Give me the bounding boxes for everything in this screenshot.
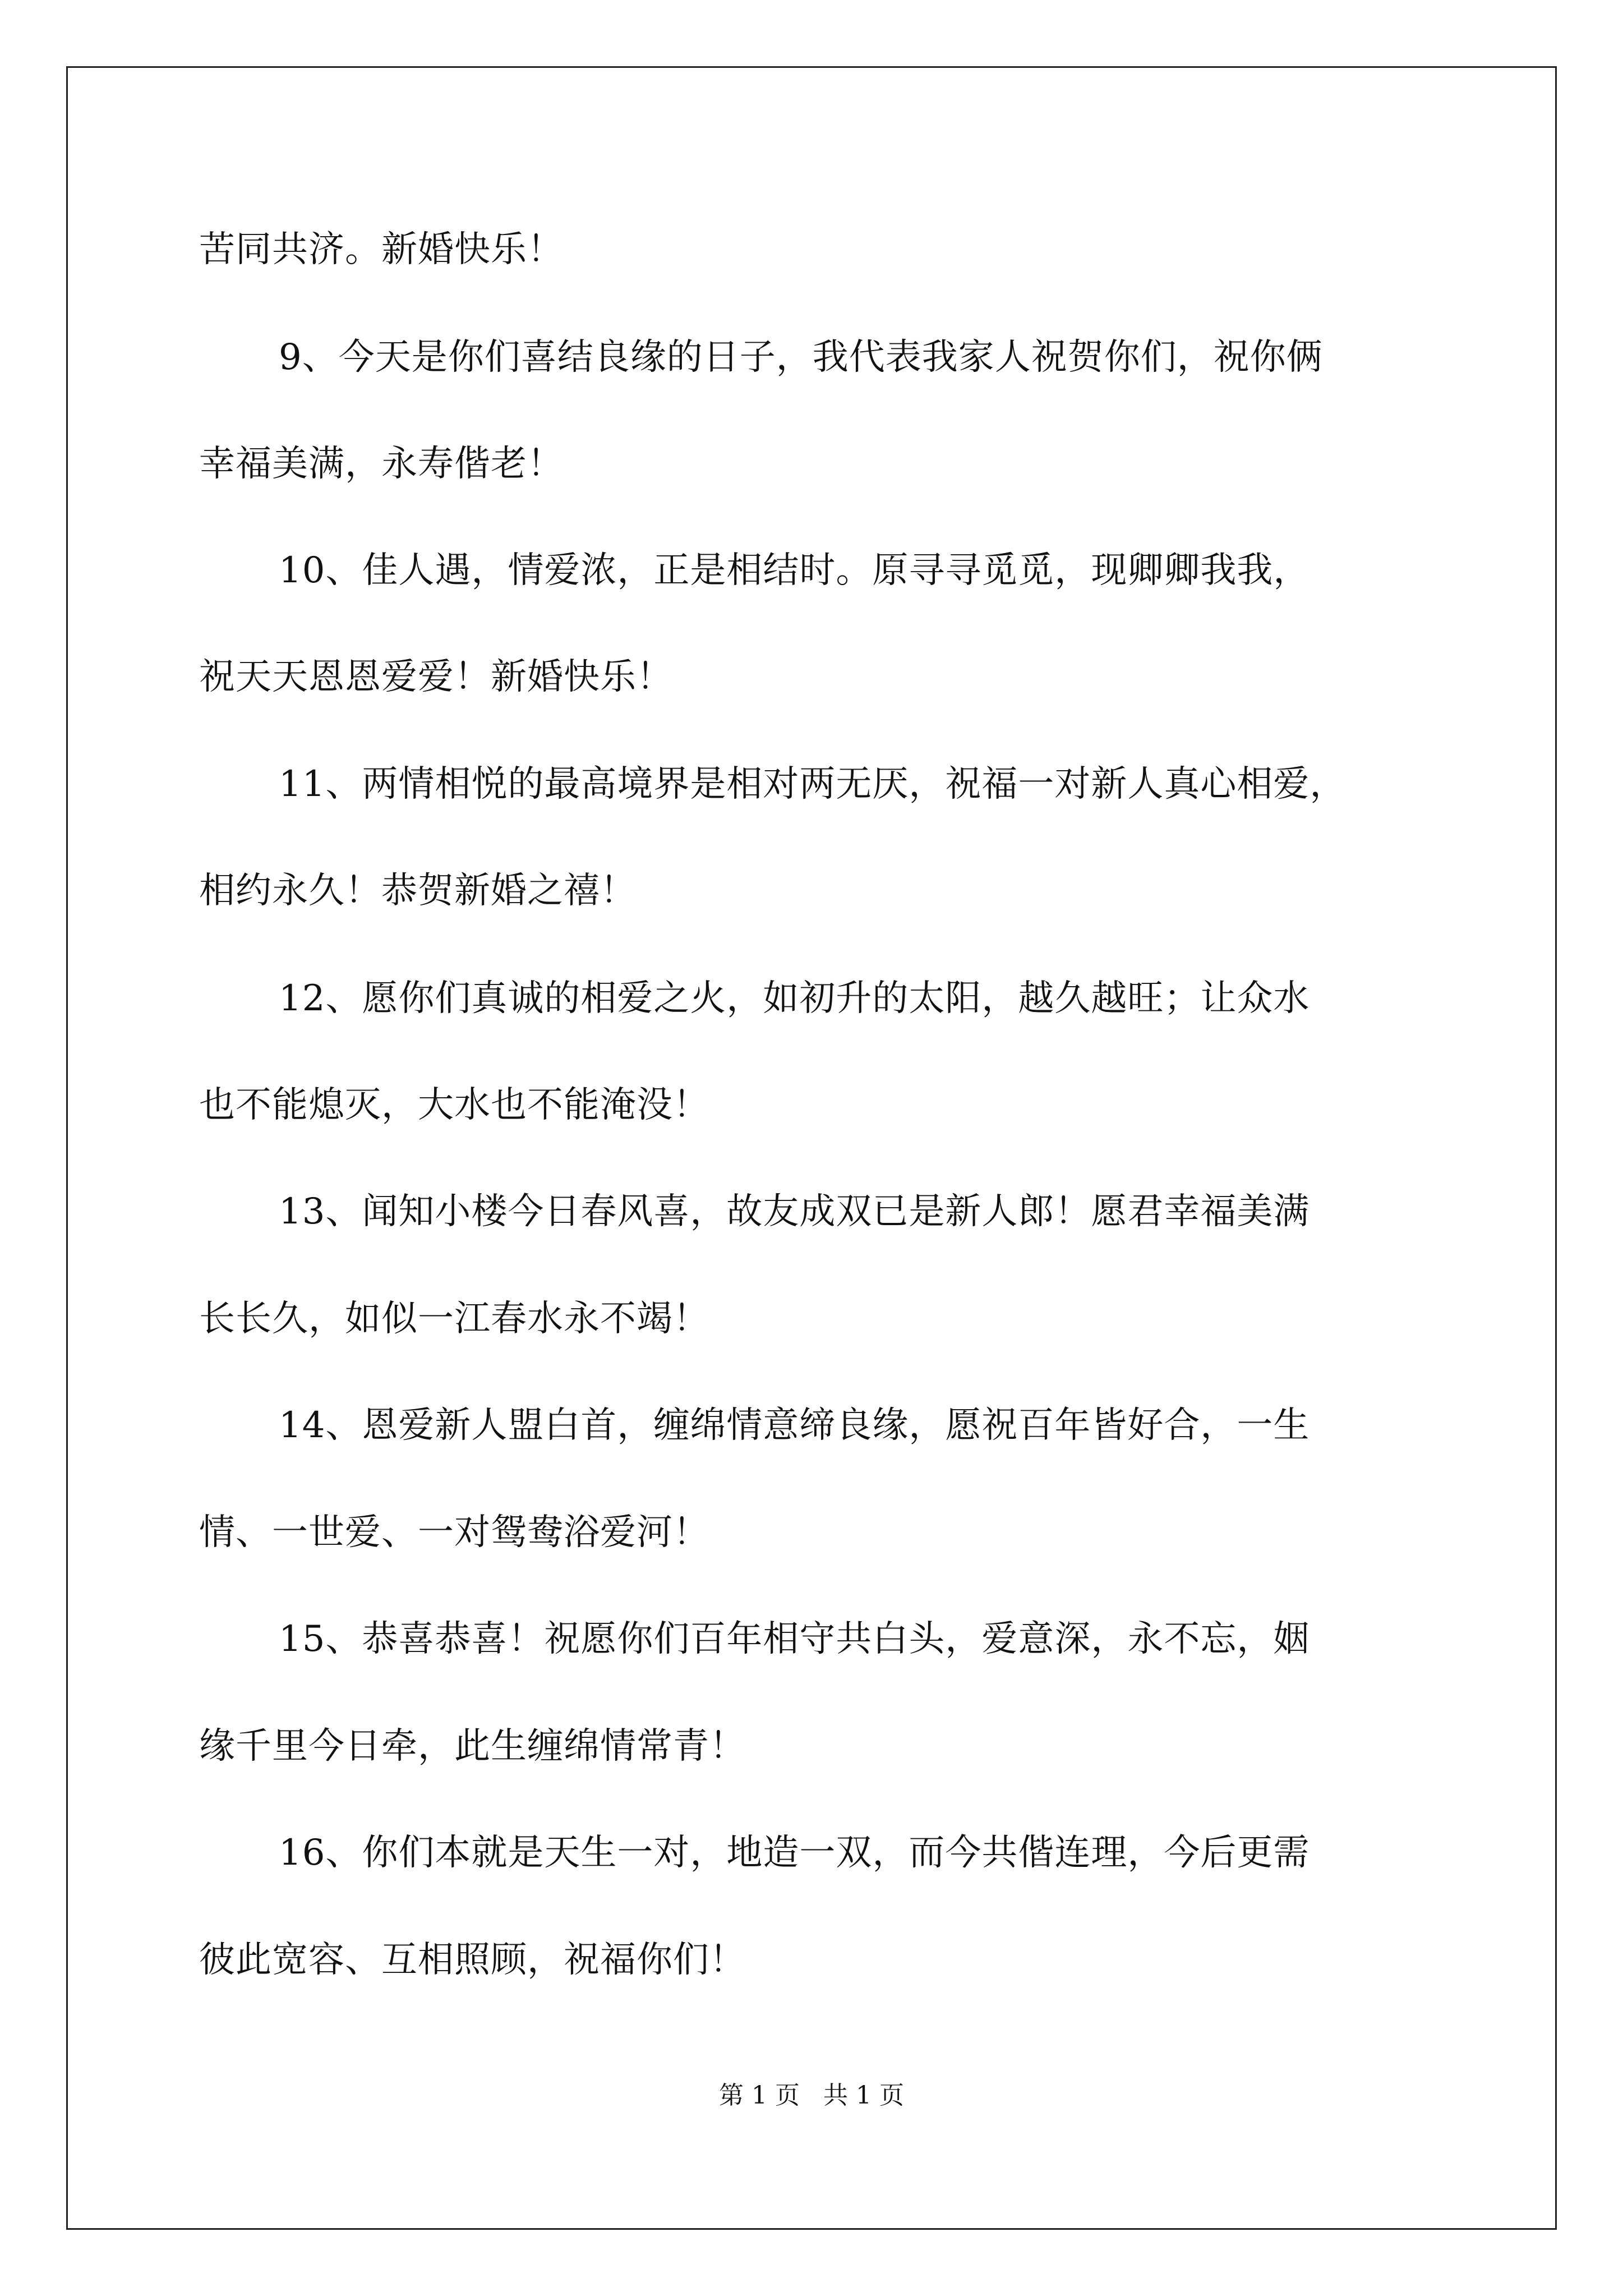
text-line: 缘千里今日牵，此生缠绵情常青！ bbox=[199, 1726, 746, 1767]
text-line: 11、两情相悦的最高境界是相对两无厌，祝福一对新人真心相爱， bbox=[279, 763, 1347, 805]
text-line: 幸福美满，永寿偕老！ bbox=[199, 443, 564, 485]
text-line: 12、愿你们真诚的相爱之火，如初升的太阳，越久越旺；让众水 bbox=[279, 978, 1310, 1019]
text-line: 9、今天是你们喜结良缘的日子，我代表我家人祝贺你们，祝你俩 bbox=[279, 337, 1323, 378]
text-line: 16、你们本就是天生一对，地造一双，而今共偕连理，今后更需 bbox=[279, 1832, 1310, 1874]
text-line: 15、恭喜恭喜！祝愿你们百年相守共白头，爱意深，永不忘，姻 bbox=[279, 1618, 1310, 1660]
text-line: 长长久，如似一江春水永不竭！ bbox=[199, 1298, 709, 1340]
text-line: 彼此宽容、互相照顾，祝福你们！ bbox=[199, 1939, 746, 1981]
text-line: 相约永久！恭贺新婚之禧！ bbox=[199, 870, 637, 912]
text-line: 也不能熄灭，大水也不能淹没！ bbox=[199, 1084, 709, 1126]
text-line: 祝天天恩恩爱爱！新婚快乐！ bbox=[199, 656, 673, 698]
text-line: 苦同共济。新婚快乐！ bbox=[199, 229, 564, 270]
text-line: 情、一世爱、一对鸳鸯浴爱河！ bbox=[199, 1512, 709, 1553]
text-line: 13、闻知小楼今日春风喜，故友成双已是新人郎！愿君幸福美满 bbox=[279, 1191, 1310, 1232]
page-border bbox=[66, 66, 1557, 2230]
text-line: 14、恩爱新人盟白首，缠绵情意缔良缘，愿祝百年皆好合，一生 bbox=[279, 1405, 1310, 1446]
text-line: 10、佳人遇，情爱浓，正是相结时。原寻寻觅觅，现卿卿我我， bbox=[279, 550, 1310, 591]
page-footer: 第 1 页 共 1 页 bbox=[719, 2081, 904, 2110]
